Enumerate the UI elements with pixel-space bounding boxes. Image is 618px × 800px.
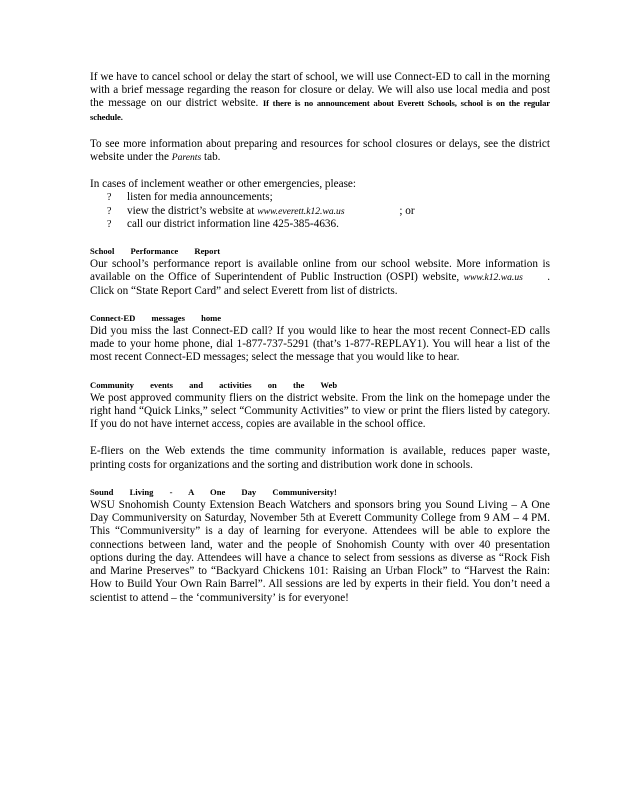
bullet-glyph: ? [107,218,112,230]
list-item [90,218,550,231]
more-info-tail: tab. [204,151,221,164]
performance-heading: School Performance Report [90,246,221,257]
bullet-glyph: ? [107,192,112,204]
closure-paragraph [90,71,550,124]
community-heading: Community events and activities on the Web [90,379,338,390]
parents-tab-name: Parents [171,152,202,164]
community-paragraph: We post approved community fliers on the district website. From the link on the homepage under the right hand “Quick Links,” select “Community Activities” to view or print the fliers listed by category. If you do not have internet access, copies are available in the school office. [90,391,550,431]
list-item-tail: ; or [399,204,415,217]
efliers-paragraph: E-fliers on the Web extends the time community information is available, reduces paper waste, printing costs for organizations and the sorting and distribution work done in schools. [90,445,550,471]
sound-living-paragraph: WSU Snohomish County Extension Beach Watchers and sponsors bring you Sound Living – A One Day Communiversity on Saturday, November 5th at Everett Community College from 9 AM – 4 PM. This “Communiversity” is a day of learning for everyone. Attendees will be able to explore the connections between land, water and the people of Snohomish County with over 40 presentation options during the day. Attendees will have a chance to select from sessions as diverse as “Rock Fish and Marine Preserves” to “Backyard Chickens 101: Raising an Urban Flock” to “Harvest the Rain: How to Build Your Own Rain Barrel”. All sessions are led by experts in their field. You don’t need a scientist to attend – the ‘communiversity’ is for everyone! [90,499,550,604]
more-info-text: To see more information about preparing and resources for school closures or delays, see the district website under the [90,137,550,164]
ospi-link[interactable]: www.k12.wa.us [463,272,523,284]
performance-text: Our school’s performance report is available online from our school website. More information is available on the Office of Superintendent of Public Instruction (OSPI) website, [90,258,550,284]
performance-tail: . Click on “State Report Card” and select Everett from list of districts. [90,271,551,297]
list-item [90,191,550,204]
connect-ed-paragraph: Did you miss the last Connect-ED call? If you would like to hear the most recent Connect-ED calls made to your home phone, dial 1-877-737-5291 (that’s 1-877-REPLAY1). You will hear a list of the most recent Connect-ED messages; select the message that you would like to hear. [90,325,550,364]
connect-ed-heading: Connect-ED messages home [90,312,222,323]
list-item-text: listen for media announcements; [127,191,273,204]
list-item-text: view the district’s website at [127,204,255,217]
list-item [90,205,550,218]
closure-text: If we have to cancel school or delay the start of school, we will use Connect-ED to call in the morning with a brief message regarding the reason for closure or delay. We will also use local media and post the message on our district website. [90,71,550,110]
more-info-paragraph [90,138,550,164]
inclement-intro: In cases of inclement weather or other emergencies, please: [90,178,356,191]
list-item-text: call our district information line 425-385-4636. [127,217,339,230]
performance-paragraph [90,258,550,298]
document-page [90,71,550,605]
no-announcement-note: If there is no announcement about Everett Schools, school is on the regular schedule. [90,98,550,122]
inclement-list [90,191,550,231]
district-website-link[interactable]: www.everett.k12.wa.us [257,205,345,217]
sound-living-heading: Sound Living - A One Day Communiversity! [90,486,337,497]
bullet-glyph: ? [107,205,112,217]
